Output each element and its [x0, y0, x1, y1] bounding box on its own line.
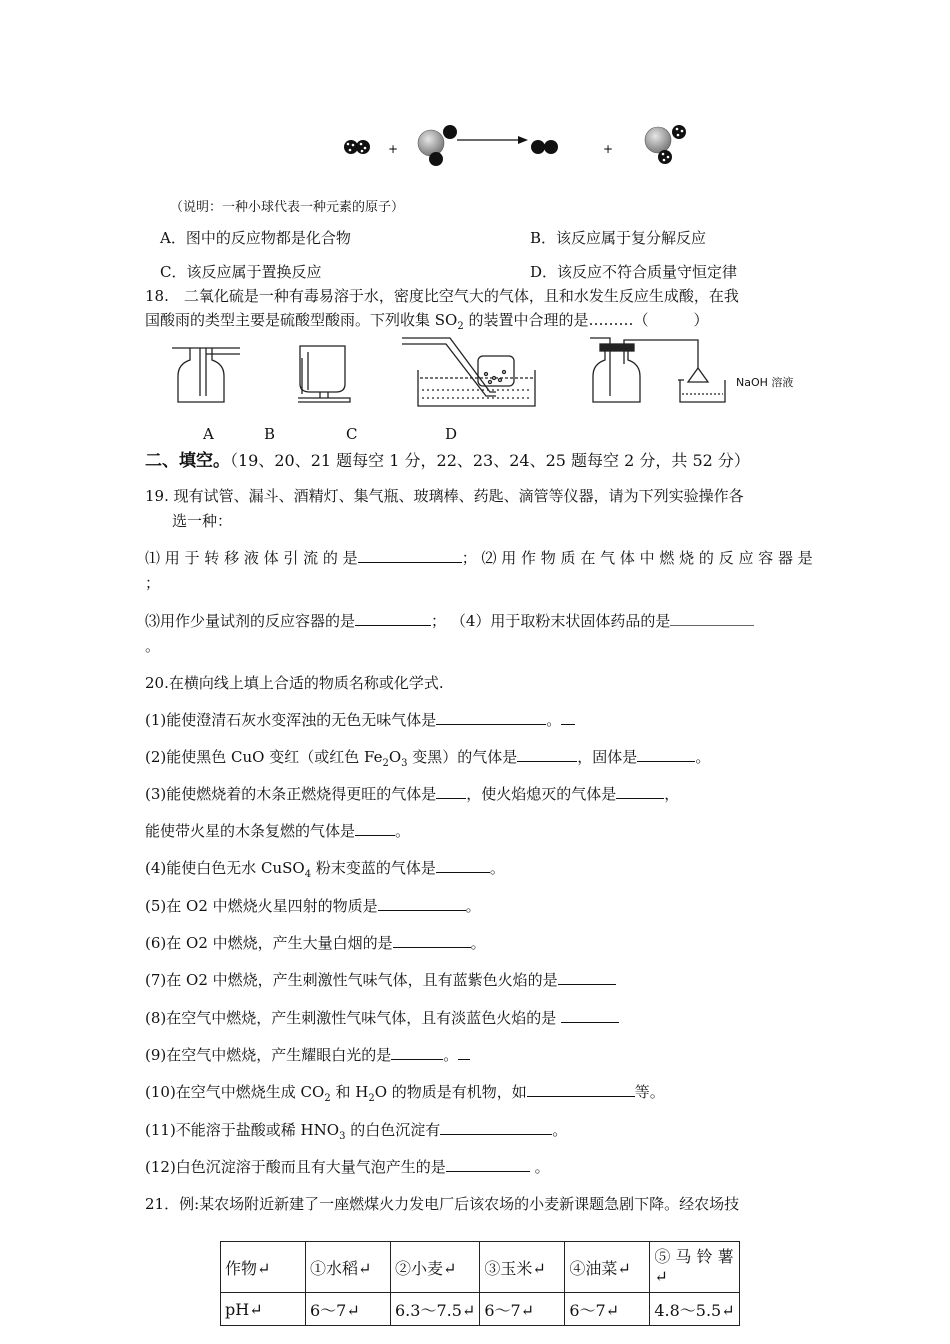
molecule-product-1 [531, 140, 558, 154]
q20-item-1: (1)能使澄清石灰水变浑浊的无色无味气体是 。 [145, 709, 575, 731]
table-cell: ③玉米↵ [480, 1242, 565, 1293]
q20-item-8: (8)在空气中燃烧，产生刺激性气味气体，且有淡蓝色火焰的是 [145, 1007, 619, 1029]
gas-collection-apparatus [160, 334, 820, 412]
table-cell: 6～7↵ [480, 1293, 565, 1326]
table-cell: ①水稻↵ [306, 1242, 391, 1293]
apparatus-label-d: D [445, 425, 458, 443]
q20-item-3-cont: 能使带火星的木条复燃的气体是 。 [145, 822, 411, 840]
q20-item-11: (11)不能溶于盐酸或稀 $HNO_3$ 的白色沉淀有 。 [145, 1121, 568, 1142]
reaction-arrow [457, 136, 528, 144]
q17-option-d: D．该反应不符合质量守恒定律 [530, 263, 738, 281]
table-cell: ②小麦↵ [391, 1242, 480, 1293]
q20-item-7: (7)在 O2 中燃烧，产生刺激性气味气体，且有蓝紫色火焰的是 [145, 969, 616, 991]
section-2-heading [145, 446, 750, 472]
apparatus-c [402, 338, 535, 406]
reaction-diagram [338, 118, 698, 178]
molecule-product-2 [645, 125, 686, 164]
q19-item-3-4: ⑶用作少量试剂的反应容器的是 ； （4）用于取粉末状固体药品的是 [145, 610, 754, 632]
apparatus-label-c: C [346, 425, 358, 443]
q20-item-3: (3)能使燃烧着的木条正燃烧得更旺的气体是 ，使火焰熄灭的气体是 ， [145, 785, 680, 803]
table-header-row [221, 1242, 740, 1293]
table-cell: ④油菜↵ [565, 1242, 650, 1293]
table-cell: 6～7↵ [306, 1293, 391, 1326]
q18-line-2: 国酸雨的类型主要是硫酸型酸雨。下列收集 $SO_2$ 的装置中合理的是………（ ） [145, 311, 709, 332]
table-cell: 6～7↵ [565, 1293, 650, 1326]
table-cell: ⑤ 马 铃 薯↵ [650, 1242, 739, 1293]
naoh-solution-label: NaOH 溶液 [736, 376, 794, 389]
q20-item-10: (10)在空气中燃烧生成 $CO_2$ 和 $H_2O$ 的物质是有机物，如 等。 [145, 1083, 665, 1104]
q19-period: 。 [145, 637, 161, 655]
q20-item-2: (2)能使黑色 CuO 变红（或红色 $Fe_2O_3$ 变黑）的气体是 ，固体是 。 [145, 748, 711, 769]
q17-option-a: A．图中的反应物都是化合物 [160, 229, 351, 247]
q21-line-1: 21．例:某农场附近新建了一座燃煤火力发电厂后该农场的小麦新课题急剧下降。经农场技 [145, 1195, 740, 1213]
q19-line-2: 选一种： [172, 512, 233, 530]
q20-item-12: (12)白色沉淀溶于酸而且有大量气泡产生的是 。 [145, 1158, 550, 1176]
apparatus-d [590, 338, 725, 402]
q20-item-5: (5)在 O2 中燃烧火星四射的物质是 。 [145, 897, 481, 915]
plus-sign: + [388, 142, 399, 156]
table-row [221, 1293, 740, 1326]
q17-note: （说明：一种小球代表一种元素的原子） [170, 200, 405, 215]
table-cell: 6.3～7.5↵ [391, 1293, 480, 1326]
q19-item-1-2: ⑴ 用 于 转 移 液 体 引 流 的 是 ； ⑵ 用 作 物 质 在 气 体 中 燃 烧 的 反 应 容 器 是 [145, 549, 813, 567]
q18-line-1: 18. 二氧化硫是一种有毒易溶于水，密度比空气大的气体，且和水发生反应生成酸，在我 [145, 287, 739, 305]
crop-ph-table [220, 1241, 740, 1326]
molecule-reactant-1 [344, 140, 370, 154]
apparatus-label-a: A [203, 425, 214, 443]
table-cell: 4.8～5.5↵ [650, 1293, 739, 1326]
q20-item-9: (9)在空气中燃烧，产生耀眼白光的是 。 [145, 1044, 470, 1066]
apparatus-b [298, 346, 350, 402]
molecule-reactant-2 [418, 125, 457, 166]
plus-sign: + [603, 142, 614, 156]
q19-line-1: 19. 现有试管、漏斗、酒精灯、集气瓶、玻璃棒、药匙、滴管等仪器，请为下列实验操作各 [145, 487, 744, 505]
apparatus-a [172, 348, 240, 402]
q20-item-6: (6)在 O2 中燃烧，产生大量白烟的是 。 [145, 934, 486, 952]
table-cell: 作物↵ [221, 1242, 306, 1293]
section-scoring: （19、20、21 题每空 1 分，22、23、24、25 题每空 2 分，共 52 分） [230, 451, 750, 470]
q20-title: 20.在横向线上填上合适的物质名称或化学式. [145, 674, 444, 692]
q19-semicolon: ； [145, 574, 161, 592]
q20-item-4: (4)能使白色无水 CuSO$_4$ 粉末变蓝的气体是 。 [145, 859, 505, 880]
q17-option-c: C．该反应属于置换反应 [160, 263, 322, 281]
section-title: 二、填空。 [145, 451, 230, 471]
table-cell: pH↵ [221, 1293, 306, 1326]
apparatus-label-b: B [264, 425, 276, 443]
q17-option-b: B．该反应属于复分解反应 [530, 229, 707, 247]
